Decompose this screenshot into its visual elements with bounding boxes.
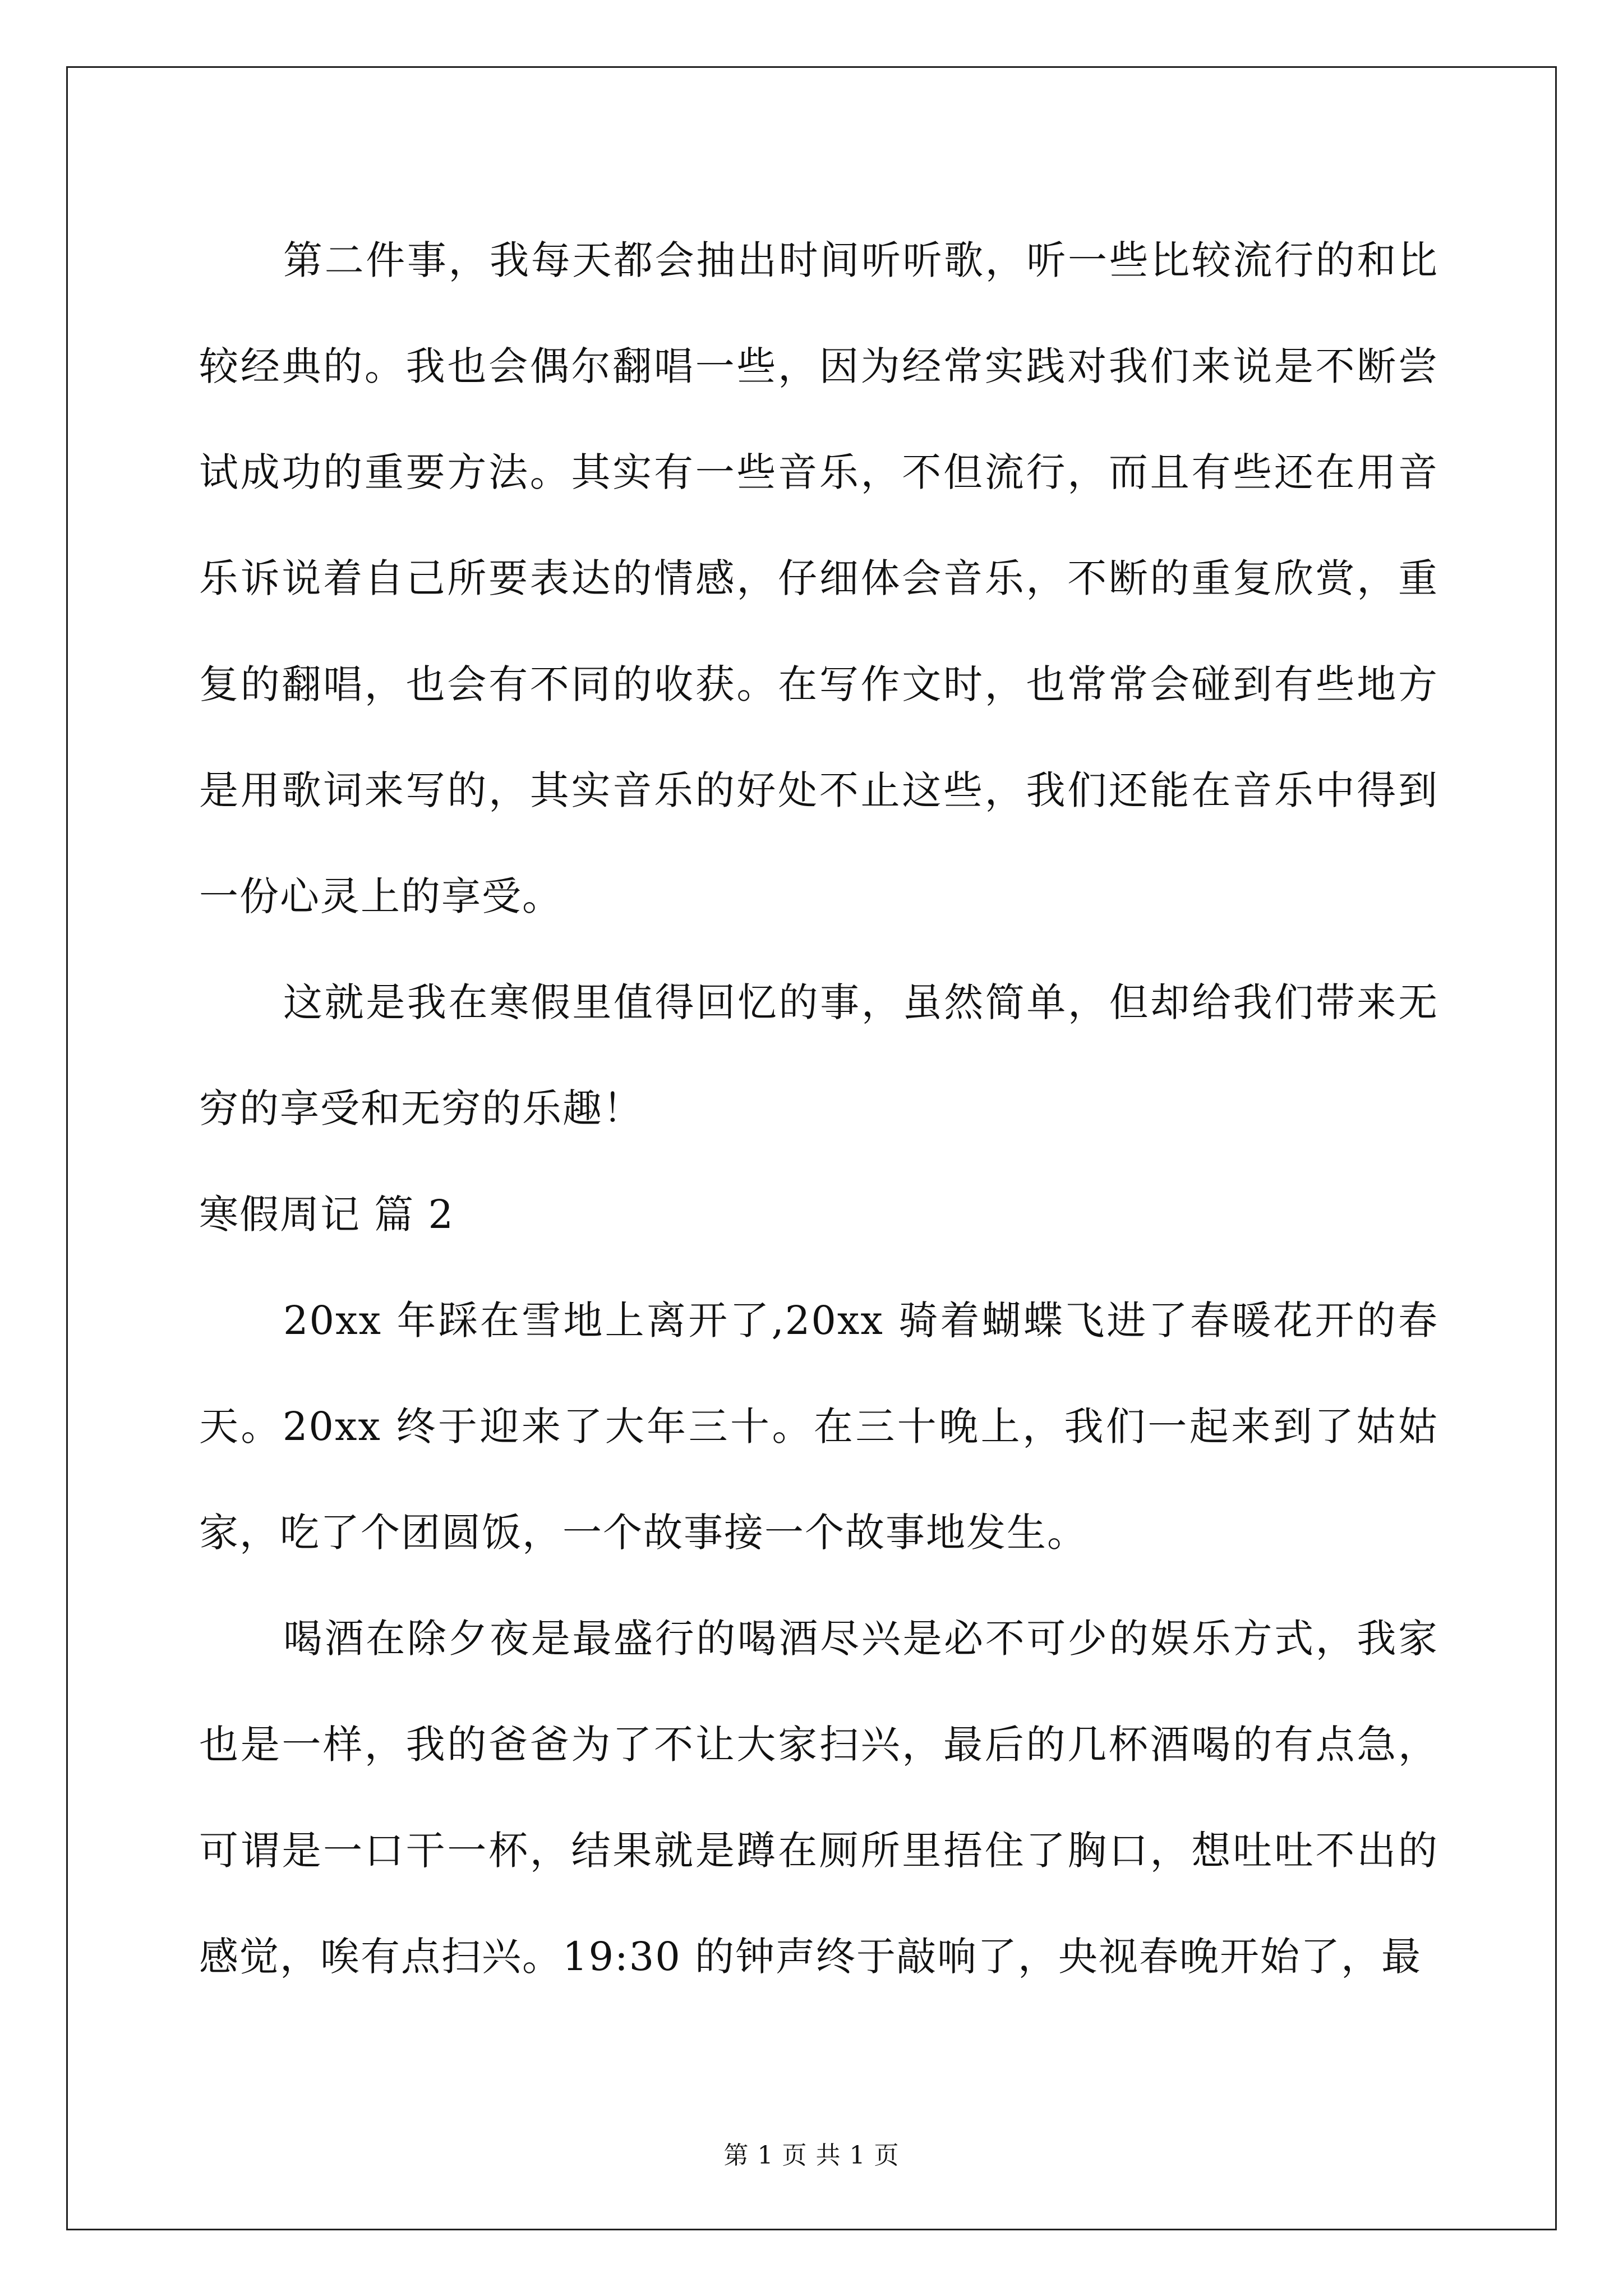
paragraph-summary: 这就是我在寒假里值得回忆的事，虽然简单，但却给我们带来无穷的享受和无穷的乐趣！ (199, 979, 1438, 1131)
paragraph-new-year-eve: 喝酒在除夕夜是最盛行的喝酒尽兴是必不可少的娱乐方式，我家也是一样，我的爸爸为了不让大家扫兴，最后的几杯酒喝的有点急，可谓是一口干一杯，结果就是蹲在厕所里捂住了胸口，想吐吐不出的感觉，唉有点扫兴。19:30 的钟声终于敲响了，央视春晚开始了，最 (199, 1616, 1438, 1980)
paragraph-music: 第二件事，我每天都会抽出时间听听歌，听一些比较流行的和比较经典的。我也会偶尔翻唱一些，因为经常实践对我们来说是不断尝试成功的重要方法。其实有一些音乐，不但流行，而且有些还在用音乐诉说着自己所要表达的情感，仔细体会音乐，不断的重复欣赏，重复的翻唱，也会有不同的收获。在写作文时，也常常会碰到有些地方是用歌词来写的，其实音乐的好处不止这些，我们还能在音乐中得到一份心灵上的享受。 (199, 237, 1438, 919)
section-heading: 寒假周记 篇 2 (199, 1191, 455, 1237)
page-footer: 第 1 页 共 1 页 (723, 2141, 900, 2170)
paragraph-new-year: 20xx 年踩在雪地上离开了,20xx 骑着蝴蝶飞进了春暖花开的春天。20xx 终于迎来了大年三十。在三十晚上，我们一起来到了姑姑家，吃了个团圆饭，一个故事接一个故事地发生。 (199, 1297, 1438, 1556)
document-body (199, 208, 1438, 2010)
